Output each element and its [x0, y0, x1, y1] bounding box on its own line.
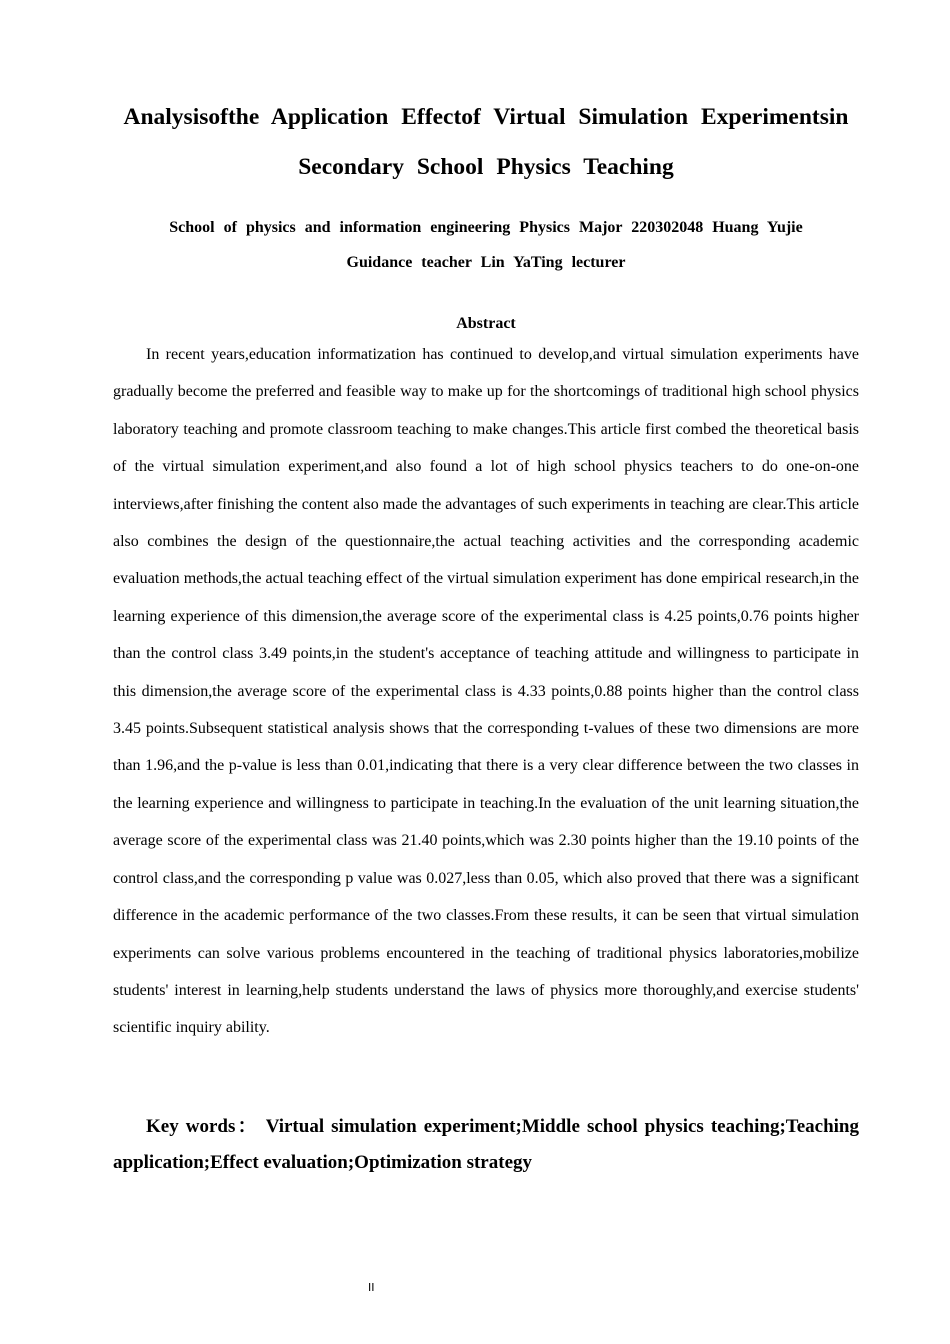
abstract-heading: Abstract — [456, 315, 516, 332]
title-line-2: Secondary School Physics Teaching — [298, 154, 674, 180]
keywords-paragraph — [113, 1109, 859, 1181]
keywords-text: Virtual simulation experiment;Middle school physics teaching;Teaching application;Effect evaluation;Optimization strategy — [113, 1116, 859, 1173]
guidance-line: Guidance teacher Lin YaTing lecturer — [346, 254, 626, 271]
abstract-body: In recent years,education informatization has continued to develop,and virtual simulation experiments have gradually become the preferred and feasible way to make up for the shortcomings of traditional high school physics laboratory teaching and promote classroom teaching to make changes.This article first combed the theoretical basis of the virtual simulation experiment,and also found a lot of high school physics teachers to do one-on-one interviews,after finishing the content also made the advantages of such experiments in teaching are clear.This article also combines the design of the questionnaire,the actual teaching activities and the corresponding academic evaluation methods,the actual teaching effect of the virtual simulation experiment has done empirical research,in the learning experience of this dimension,the average score of the experimental class is 4.25 points,0.76 points higher than the control class 3.49 points,in the student's acceptance of teaching attitude and willingness to participate in this dimension,the average score of the experimental class is 4.33 points,0.88 points higher than the control class 3.45 points.Subsequent statistical analysis shows that the corresponding t-values of these two dimensions are more than 1.96,and the p-value is less than 0.01,indicating that there is a very clear difference between the two classes in the learning experience and willingness to participate in teaching.In the evaluation of the unit learning situation,the average score of the experimental class was 21.40 points,which was 2.30 points higher than the 19.10 points of the control class,and the corresponding p value was 0.027,less than 0.05, which also proved that there was a significant difference in the academic performance of the two classes.From these results, it can be seen that virtual simulation experiments can solve various problems encountered in the teaching of traditional physics laboratories,mobilize students' interest in learning,help students understand the laws of physics more thoroughly,and exercise students' scientific inquiry ability. — [113, 346, 859, 1037]
title-line-1: Analysisofthe Application Effectof Virtual Simulation Experimentsin — [123, 104, 849, 130]
author-line: School of physics and information engineering Physics Major 220302048 Huang Yujie — [169, 219, 803, 236]
keywords-label: Key words： — [146, 1116, 259, 1137]
page-number: II — [368, 1281, 375, 1294]
